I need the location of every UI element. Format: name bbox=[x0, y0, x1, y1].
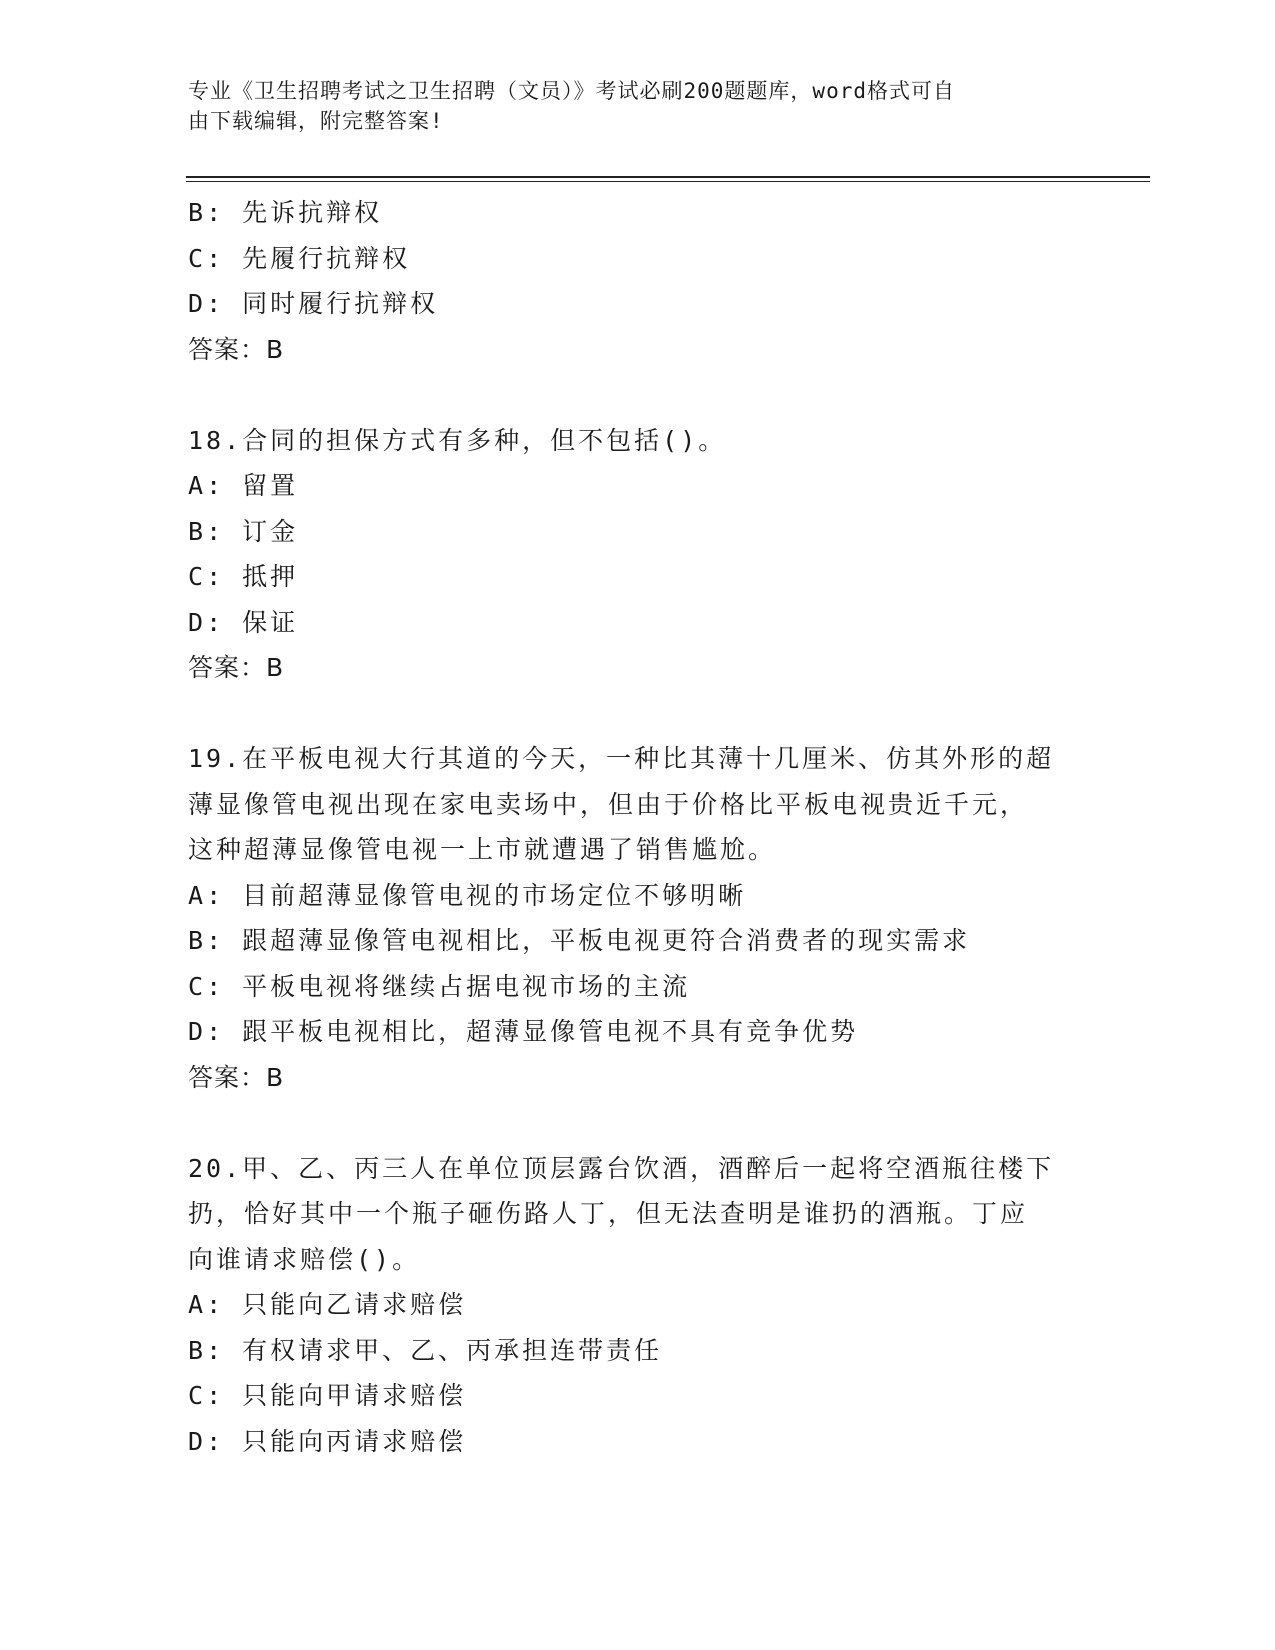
option-line: B: 跟超薄显像管电视相比，平板电视更符合消费者的现实需求 bbox=[188, 926, 971, 955]
option-line: A: 留置 bbox=[188, 471, 299, 500]
option-line: A: 目前超薄显像管电视的市场定位不够明晰 bbox=[188, 880, 747, 910]
option-line: D: 跟平板电视相比，超薄显像管电视不具有竞争优势 bbox=[188, 1017, 859, 1046]
question-20 bbox=[188, 1146, 1088, 1465]
answer-line: 答案：B bbox=[188, 653, 285, 682]
option-line: D: 同时履行抗辩权 bbox=[188, 289, 439, 318]
option-line: C: 先履行抗辩权 bbox=[188, 243, 411, 273]
question-stem-line: 向谁请求赔偿()。 bbox=[188, 1244, 421, 1274]
header-line-2: 由下载编辑，附完整答案! bbox=[188, 109, 444, 133]
option-line: A: 只能向乙请求赔偿 bbox=[188, 1290, 467, 1319]
question-stem-line: 19.在平板电视大行其道的今天，一种比其薄十几厘米、仿其外形的超 bbox=[188, 744, 1055, 773]
option-line: B: 先诉抗辩权 bbox=[188, 198, 383, 227]
prev-question-block bbox=[188, 190, 1088, 372]
spacer bbox=[188, 372, 1088, 418]
answer-line: 答案：B bbox=[188, 1062, 285, 1092]
question-stem: 18.合同的担保方式有多种，但不包括()。 bbox=[188, 425, 727, 455]
question-content bbox=[188, 190, 1088, 1464]
option-line: C: 只能向甲请求赔偿 bbox=[188, 1381, 467, 1410]
question-18 bbox=[188, 418, 1088, 691]
header-line-1: 专业《卫生招聘考试之卫生招聘（文员）》考试必刷200题题库，word格式可自 bbox=[188, 79, 955, 103]
option-line: D: 保证 bbox=[188, 607, 299, 637]
option-line: B: 订金 bbox=[188, 516, 299, 546]
question-stem-line: 20.甲、乙、丙三人在单位顶层露台饮酒，酒醉后一起将空酒瓶往楼下 bbox=[188, 1153, 1055, 1183]
header-divider-thin bbox=[186, 181, 1150, 182]
question-stem-line: 扔，恰好其中一个瓶子砸伤路人丁，但无法查明是谁扔的酒瓶。丁应 bbox=[188, 1199, 1029, 1228]
spacer bbox=[188, 1100, 1088, 1146]
spacer bbox=[188, 691, 1088, 737]
question-stem-line: 这种超薄显像管电视一上市就遭遇了销售尴尬。 bbox=[188, 835, 777, 864]
answer-line: 答案：B bbox=[188, 334, 285, 364]
page-header bbox=[188, 76, 1088, 136]
question-19 bbox=[188, 736, 1088, 1100]
header-divider bbox=[186, 176, 1150, 178]
question-stem-line: 薄显像管电视出现在家电卖场中，但由于价格比平板电视贵近千元， bbox=[188, 789, 1029, 819]
option-line: C: 抵押 bbox=[188, 562, 299, 591]
option-line: C: 平板电视将继续占据电视市场的主流 bbox=[188, 971, 691, 1001]
option-line: D: 只能向丙请求赔偿 bbox=[188, 1426, 467, 1456]
option-line: B: 有权请求甲、乙、丙承担连带责任 bbox=[188, 1335, 663, 1365]
